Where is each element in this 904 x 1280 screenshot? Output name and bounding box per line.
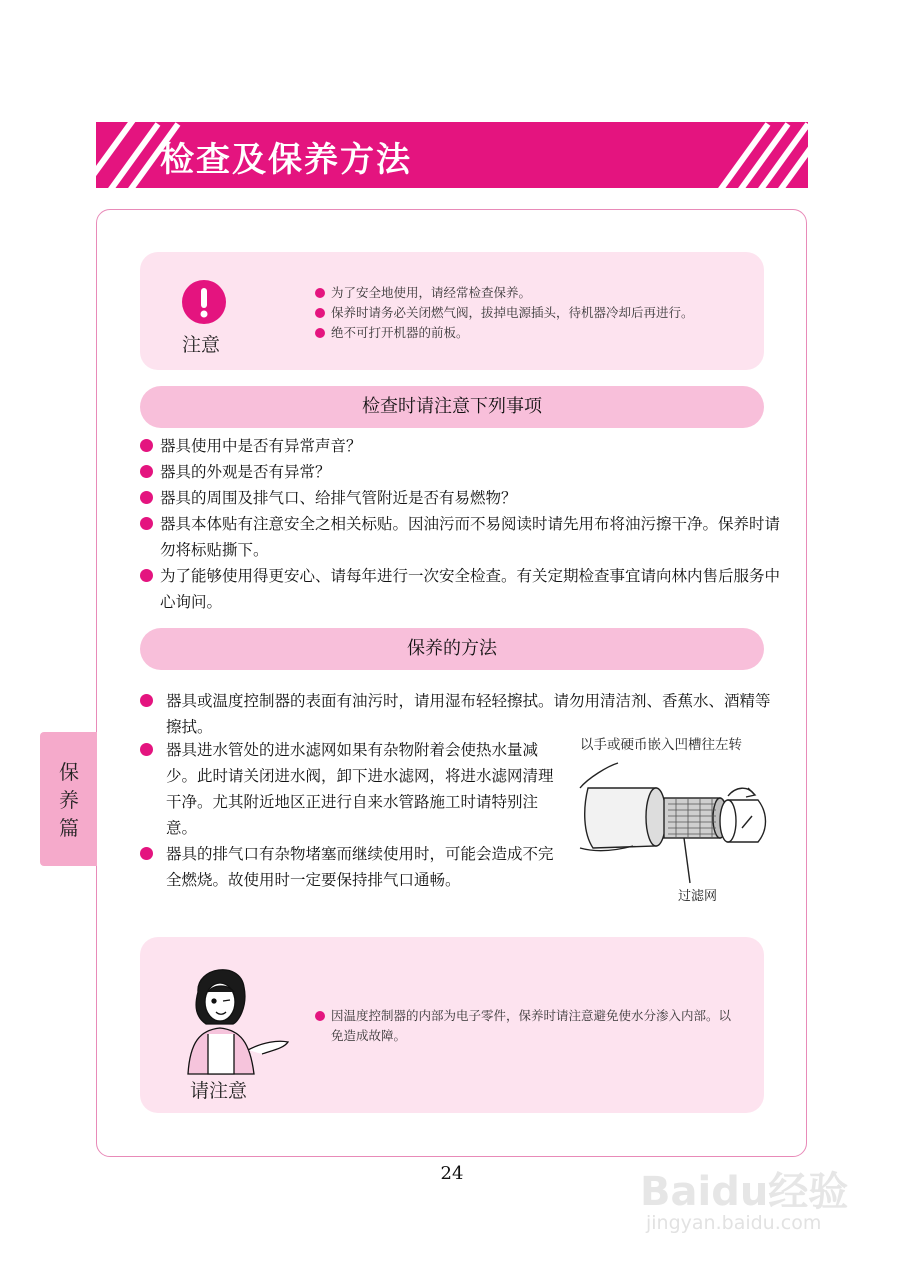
filter-label: 过滤网	[678, 889, 718, 904]
note-label: 请注意	[190, 1080, 248, 1102]
list-item: 绝不可打开机器的前板。	[315, 323, 755, 343]
bullet-icon	[140, 491, 153, 504]
bullet-icon	[140, 569, 153, 582]
list-item: 保养时请务必关闭燃气阀，拔掉电源插头，待机器冷却后再进行。	[315, 303, 755, 323]
page-number: 24	[440, 1163, 464, 1184]
bullet-icon	[140, 517, 153, 530]
bullet-icon	[315, 1011, 325, 1021]
bullet-icon	[315, 308, 325, 318]
list-item: 器具的外观是否有异常？	[140, 459, 790, 485]
watermark-logo: Baidu经验	[640, 1169, 849, 1215]
note-list	[315, 1006, 740, 1046]
bullet-icon	[315, 288, 325, 298]
list-item: 器具或温度控制器的表面有油污时，请用湿布轻轻擦拭。请勿用清洁剂、香蕉水、酒精等擦拭。	[140, 688, 780, 740]
list-item: 器具使用中是否有异常声音？	[140, 433, 790, 459]
maintenance-heading: 保养的方法	[140, 628, 764, 670]
list-item: 因温度控制器的内部为电子零件，保养时请注意避免使水分渗入内部。以免造成故障。	[315, 1006, 740, 1046]
bullet-icon	[315, 328, 325, 338]
bullet-icon	[140, 847, 153, 860]
bullet-icon	[140, 439, 153, 452]
caution-label: 注意	[182, 334, 221, 356]
list-item: 器具本体贴有注意安全之相关标贴。因油污而不易阅读时请先用布将油污擦干净。保养时请勿将标贴撕下。	[140, 511, 790, 563]
watermark-url: jingyan.baidu.com	[646, 1212, 822, 1234]
bullet-icon	[140, 465, 153, 478]
inspection-list	[140, 433, 790, 615]
bullet-icon	[140, 743, 153, 756]
list-item: 器具进水管处的进水滤网如果有杂物附着会使热水量减少。此时请关闭进水阀，卸下进水滤网，将进水滤网清理干净。尤其附近地区正进行自来水管路施工时请特别注意。	[140, 737, 560, 841]
list-item: 为了安全地使用，请经常检查保养。	[315, 283, 755, 303]
list-item: 为了能够使用得更安心、请每年进行一次安全检查。有关定期检查事宜请向林内售后服务中心询问。	[140, 563, 790, 615]
water-filter-illustration	[578, 758, 773, 893]
illustration-caption: 以手或硬币嵌入凹槽往左转	[580, 737, 742, 753]
page-title: 检查及保养方法	[160, 140, 412, 180]
inspection-heading: 检查时请注意下列事项	[140, 386, 764, 428]
caution-list	[315, 283, 755, 343]
exclamation-icon	[182, 280, 226, 324]
section-tab-label: 保养篇	[59, 760, 79, 840]
bullet-icon	[140, 694, 153, 707]
list-item: 器具的周围及排气口、给排气管附近是否有易燃物？	[140, 485, 790, 511]
maintenance-list-continued	[140, 737, 560, 893]
woman-illustration	[178, 962, 298, 1077]
list-item: 器具的排气口有杂物堵塞而继续使用时，可能会造成不完全燃烧。故使用时一定要保持排气口通畅。	[140, 841, 560, 893]
